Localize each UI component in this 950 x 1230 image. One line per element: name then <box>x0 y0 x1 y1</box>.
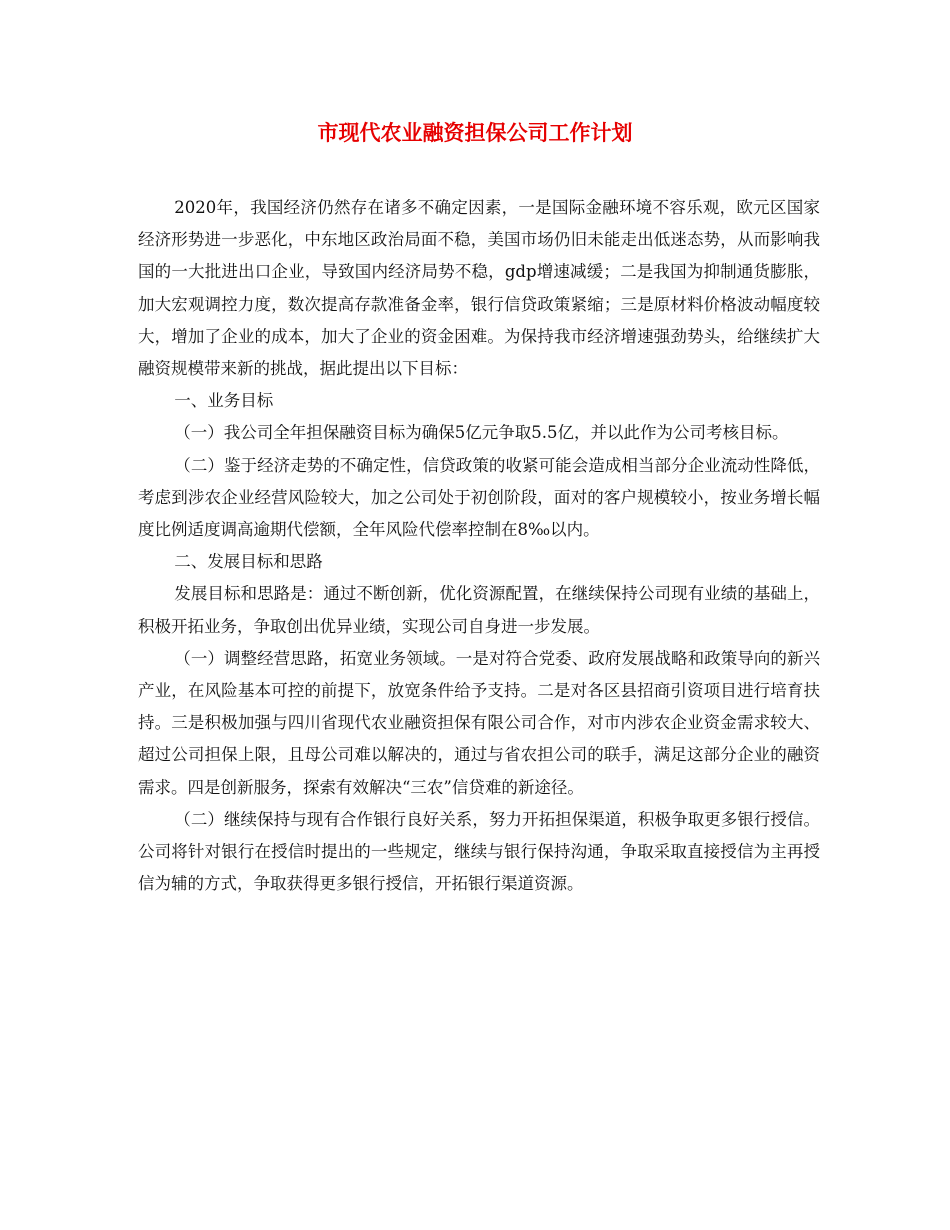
document-title: 市现代农业融资担保公司工作计划 <box>317 120 633 145</box>
document-body <box>138 192 820 900</box>
paragraph-development-item-1: （一）调整经营思路，拓宽业务领域。一是对符合党委、政府发展战略和政策导向的新兴产业，在风险基本可控的前提下，放宽条件给予支持。二是对各区县招商引资项目进行培育扶持。三是积极加强与四川省现代农业融资担保有限公司合作，对市内涉农企业资金需求较大、超过公司担保上限，且母公司难以解决的，通过与省农担公司的联手，满足这部分企业的融资需求。四是创新服务，探索有效解决“三农”信贷难的新途径。 <box>138 648 820 797</box>
section-heading-business-goals: 一、业务目标 <box>174 391 274 411</box>
paragraph-business-goal-2: （二）鉴于经济走势的不确定性，信贷政策的收紧可能会造成相当部分企业流动性降低，考虑到涉农企业经营风险较大，加之公司处于初创阶段，面对的客户规模较小，按业务增长幅度比例适度调高逾期代偿额，全年风险代偿率控制在8‰以内。 <box>138 455 820 540</box>
paragraph-development-overview: 发展目标和思路是：通过不断创新，优化资源配置，在继续保持公司现有业绩的基础上，积极开拓业务，争取创出优异业绩，实现公司自身进一步发展。 <box>138 584 820 636</box>
paragraph-business-goal-1: （一）我公司全年担保融资目标为确保5亿元争取5.5亿，并以此作为公司考核目标。 <box>174 423 789 443</box>
section-heading-development-goals: 二、发展目标和思路 <box>174 552 323 572</box>
paragraph-development-item-2: （二）继续保持与现有合作银行良好关系，努力开拓担保渠道，积极争取更多银行授信。公司将针对银行在授信时提出的一些规定，继续与银行保持沟通，争取采取直接授信为主再授信为辅的方式，争取获得更多银行授信，开拓银行渠道资源。 <box>138 809 820 894</box>
paragraph-intro: 2020年，我国经济仍然存在诸多不确定因素，一是国际金融环境不容乐观，欧元区国家经济形势进一步恶化，中东地区政治局面不稳，美国市场仍旧未能走出低迷态势，从而影响我国的一大批进出口企业，导致国内经济局势不稳，gdp增速减缓；二是我国为抑制通货膨胀，加大宏观调控力度，数次提高存款准备金率，银行信贷政策紧缩；三是原材料价格波动幅度较大，增加了企业的成本，加大了企业的资金困难。为保持我市经济增速强劲势头，给继续扩大融资规模带来新的挑战，据此提出以下目标： <box>138 198 820 379</box>
